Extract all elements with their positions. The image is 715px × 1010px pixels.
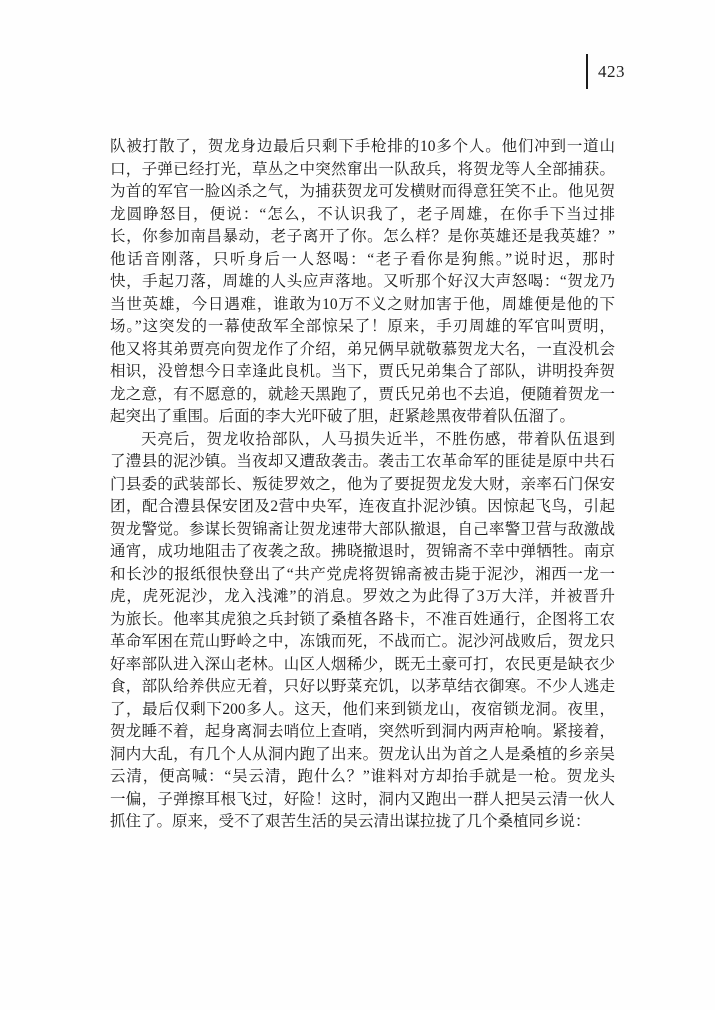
text-line: 抓住了。原来，受不了艰苦生活的吴云清出谋拉拢了几个桑植同乡说： [110,813,591,830]
text-line: 他又将其弟贾亮向贺龙作了介绍，弟兄俩早就敬慕贺龙大名，一直没机会 [110,340,615,358]
text-line: 场。”这突发的一幕使敌军全部惊呆了！原来，手刃周雄的军官叫贾明， [110,318,615,335]
text-line: 他话音刚落，只听身后一人怒喝：“老子看你是狗熊。”说时迟，那时 [110,250,615,268]
text-line: 贺龙警觉。参谋长贺锦斋让贺龙速带大部队撤退，自己率警卫营与敌激战 [110,520,615,538]
text-line: 和长沙的报纸很快登出了“共产党虎将贺锦斋被击毙于泥沙，湘西一龙一 [110,565,615,583]
text-line: 为首的军官一脸凶杀之气，为捕获贺龙可发横财而得意狂笑不止。他见贺 [110,183,615,200]
text-line: 好率部队进入深山老林。山区人烟稀少，既无土豪可打，农民更是缺衣少 [110,655,615,673]
text-line: 革命军困在荒山野岭之中，冻饿而死，不战而亡。泥沙河战败后，贺龙只 [110,633,615,650]
page-number-block [586,54,625,89]
paragraph [110,429,615,834]
text-line: 队被打散了，贺龙身边最后只剩下手枪排的10多个人。他们冲到一道山 [110,138,615,155]
page-number: 423 [598,61,625,81]
text-line: 当世英雄，今日遇难，谁敢为10万不义之财加害于他，周雄便是他的下 [110,295,615,313]
body-text [110,136,615,834]
text-line: 快，手起刀落，周雄的人头应声落地。又听那个好汉大声怒喝：“贺龙乃 [110,273,615,290]
text-line: 了，最后仅剩下200多人。这天，他们来到锁龙山，夜宿锁龙洞。夜里， [110,700,615,718]
text-line: 一偏，子弹擦耳根飞过，好险！这时，洞内又跑出一群人把吴云清一伙人 [110,790,615,808]
text-line: 贺龙睡不着，起身离洞去哨位上查哨，突然听到洞内两声枪响。紧接着， [110,723,615,740]
text-line: 通宵，成功地阻击了夜袭之敌。拂晓撤退时，贺锦斋不幸中弹牺牲。南京 [110,543,615,560]
text-line: 长，你参加南昌暴动，老子离开了你。怎么样？是你英雄还是我英雄？” [110,228,615,245]
text-line: 龙之意，有不愿意的，就趁天黑跑了，贾氏兄弟也不去追，便随着贺龙一 [110,385,615,403]
text-line: 团，配合澧县保安团及2营中央军，连夜直扑泥沙镇。因惊起飞鸟，引起 [110,498,615,515]
text-line: 洞内大乱，有几个人从洞内跑了出来。贺龙认出为首之人是桑植的乡亲吴 [110,745,615,763]
text-line: 食，部队给养供应无着，只好以野菜充饥，以茅草结衣御寒。不少人逃走 [110,678,615,695]
text-line: 为旅长。他率其虎狼之兵封锁了桑植各路卡，不准百姓通行，企图将工农 [110,610,615,628]
paragraph [110,136,615,429]
text-line: 相识，没曾想今日幸逢此良机。当下，贾氏兄弟集合了部队，讲明投奔贺 [110,363,615,380]
text-line: 口，子弹已经打光，草丛之中突然窜出一队敌兵，将贺龙等人全部捕获。 [110,160,615,178]
text-line: 云清，便高喊：“吴云清，跑什么？”谁料对方却抬手就是一枪。贺龙头 [110,768,615,785]
text-line: 起突出了重围。后面的李大光吓破了胆，赶紧趁黑夜带着队伍溜了。 [110,408,576,425]
text-line: 天亮后，贺龙收拾部队，人马损失近半，不胜伤感，带着队伍退到 [141,430,615,448]
page-number-rule [586,54,588,89]
text-line: 门县委的武装部长、叛徒罗效之，他为了要捉贺龙发大财，亲率石门保安 [110,475,615,493]
text-line: 了澧县的泥沙镇。当夜却又遭敌袭击。袭击工农革命军的匪徒是原中共石 [110,453,615,470]
text-line: 龙圆睁怒目，便说：“怎么，不认识我了，老子周雄，在你手下当过排 [110,205,615,223]
text-line: 虎，虎死泥沙，龙入浅滩”的消息。罗效之为此得了3万大洋，并被晋升 [110,588,615,605]
